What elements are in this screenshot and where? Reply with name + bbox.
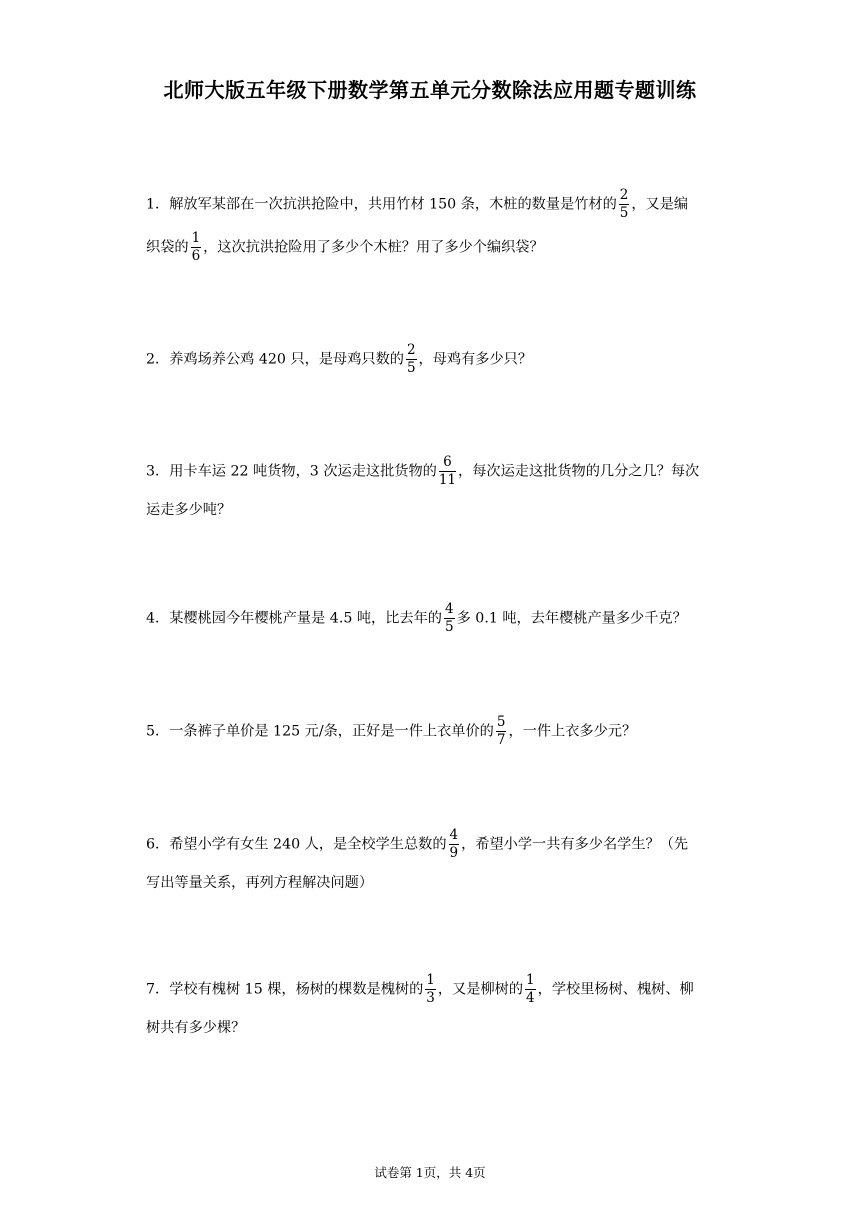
- problem-6-line-2: 写出等量关系，再列方程解决问题）: [146, 875, 374, 891]
- fraction-1-4: $\frac{1}{4}$: [526, 972, 535, 1006]
- problem-6-line-1: 6．希望小学有女生 240 人，是全校学生总数的 $\frac{4}{9}$ ，希望小学一共有多少名学生？（先: [146, 827, 689, 861]
- fraction-4-9: $\frac{4}{9}$: [449, 827, 459, 861]
- fraction-5-7: $\frac{5}{7}$: [496, 714, 506, 748]
- problem-2-line-1: 2．养鸡场养公鸡 420 只，是母鸡只数的 $\frac{2}{5}$ ，母鸡有多少只？: [146, 342, 533, 376]
- problem-7-line-1: 7．学校有槐树 15 棵，杨树的棵数是槐树的 $\frac{1}{3}$ ，又是柳树的 $\frac{1}{4}$ ，学校里杨树、槐树、柳: [146, 972, 694, 1006]
- problem-1-line-2: 织袋的 $\frac{1}{6}$ ，这次抗洪抢险用了多少个木桩？用了多少个编织袋？: [146, 230, 544, 264]
- problem-3-line-1: 3．用卡车运 22 吨货物，3 次运走这批货物的 $\frac{6}{11}$ ，每次运走这批货物的几分之几？每次: [146, 454, 700, 488]
- page-title: 北师大版五年级下册数学第五单元分数除法应用题专题训练: [163, 78, 697, 102]
- problem-5-line-1: 5．一条裤子单价是 125 元/条，正好是一件上衣单价的 $\frac{5}{7}$ ，一件上衣多少元？: [146, 714, 637, 748]
- fraction-6-11: $\frac{6}{11}$: [438, 454, 457, 488]
- fraction-1-6: $\frac{1}{6}$: [191, 230, 201, 264]
- page-footer: 试卷第 1页，共 4页: [374, 1165, 486, 1180]
- fraction-2-5: $\frac{2}{5}$: [406, 342, 416, 376]
- problem-7-line-2: 树共有多少棵？: [146, 1020, 246, 1036]
- fraction-2-5: $\frac{2}{5}$: [619, 187, 629, 221]
- fraction-4-5: $\frac{4}{5}$: [445, 601, 454, 635]
- problem-3-line-2: 运走多少吨？: [146, 502, 232, 518]
- fraction-1-3: $\frac{1}{3}$: [426, 972, 435, 1006]
- problem-1-line-1: 1．解放军某部在一次抗洪抢险中，共用竹材 150 条，木桩的数量是竹材的 $\frac{2}{5}$ ，又是编: [146, 187, 689, 221]
- problem-4-line-1: 4．某樱桃园今年樱桃产量是 4.5 吨，比去年的 $\frac{4}{5}$ 多 0.1 吨，去年樱桃产量多少千克？: [146, 601, 687, 635]
